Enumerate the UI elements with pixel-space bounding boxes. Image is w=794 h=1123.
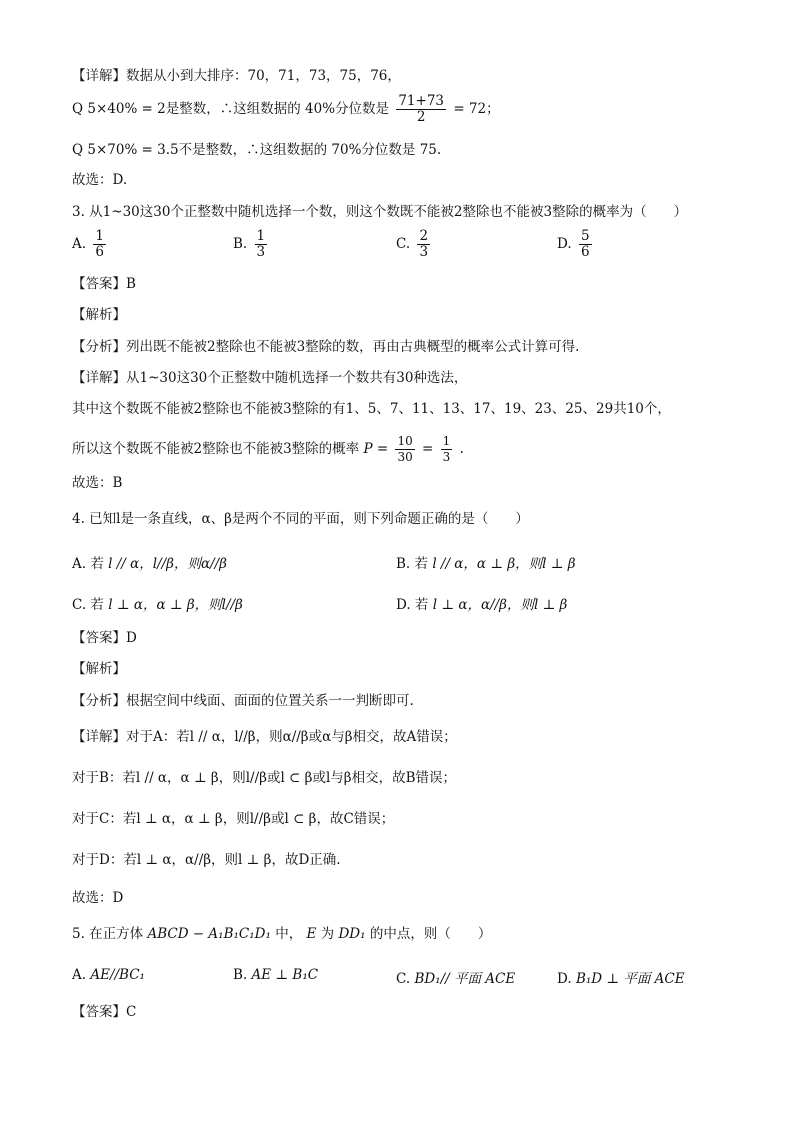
q4-option-d-text: l ⊥ α，α//β，则l ⊥ β — [432, 597, 568, 613]
q3-option-d — [557, 229, 595, 260]
q2-line-40-percent — [72, 94, 500, 125]
q3-stem: 3. 从1~30这30个正整数中随机选择一个数，则这个数既不能被2整除也不能被3整除的概率为（ ） — [72, 204, 688, 220]
q3-probability-num-1: 10 — [397, 434, 413, 448]
q3-option-b — [233, 229, 270, 260]
q3-option-b-label: B. — [233, 236, 248, 252]
q4-analysis: 【分析】根据空间中线面、面面的位置关系一一判断即可. — [72, 693, 414, 709]
q3-probability-den-2: 3 — [442, 450, 451, 464]
q5-option-a-label: A. — [72, 967, 87, 983]
q5-option-a-text: AE//BC₁ — [90, 967, 145, 983]
q5-option-d — [557, 967, 685, 987]
q4-option-b-label: B. 若 — [396, 556, 429, 572]
q3-analysis: 【分析】列出既不能被2整除也不能被3整除的数，再由古典概型的概率公式计算可得. — [72, 339, 580, 355]
q3-choose: 故选：B — [72, 475, 123, 491]
q4-detail-a: 【详解】对于A：若l // α，l//β，则α//β或α与β相交，故A错误； — [72, 729, 457, 745]
q5-option-c-text: BD₁// 平面 ACE — [414, 971, 516, 987]
q3-detail-1: 【详解】从1~30这30个正整数中随机选择一个数共有30种选法， — [72, 370, 468, 386]
q5-stem — [72, 925, 491, 943]
q2-line-40-text: Q 5×40% = 2是整数，∴这组数据的 40%分位数是 — [72, 101, 390, 117]
q3-option-b-den: 3 — [256, 244, 266, 260]
q5-stem-end: 的中点，则（ ） — [369, 926, 492, 942]
q4-detail-d: 对于D：若l ⊥ α，α//β，则l ⊥ β，故D正确. — [72, 852, 341, 868]
q3-detail-3 — [72, 434, 464, 465]
q5-option-b-text: AE ⊥ B₁C — [251, 967, 319, 983]
q5-option-b-label: B. — [233, 967, 248, 983]
q4-option-b — [396, 552, 576, 572]
q3-detail-2: 其中这个数既不能被2整除也不能被3整除的有1、5、7、11、13、17、19、23、25、29共10个， — [72, 401, 671, 417]
q5-stem-mid: 中， — [275, 926, 303, 942]
q4-option-d — [396, 593, 567, 613]
q4-option-d-label: D. 若 — [396, 597, 429, 613]
q5-cube-label: ABCD − A₁B₁C₁D₁ — [147, 926, 271, 942]
q4-option-c-label: C. 若 — [72, 597, 104, 613]
q5-option-c — [396, 967, 515, 987]
q2-choose: 故选：D. — [72, 172, 128, 188]
q3-option-c-num: 2 — [419, 228, 429, 244]
q5-point-e: E — [306, 926, 317, 942]
q3-probability-equals: = — [422, 441, 434, 457]
q3-option-c-label: C. — [396, 236, 411, 252]
q5-option-d-label: D. — [557, 971, 572, 987]
q2-fraction — [396, 94, 446, 125]
q3-detail-3-end: . — [459, 441, 464, 457]
q2-line-40-result: = 72； — [453, 101, 500, 117]
q3-option-a-num: 1 — [95, 228, 104, 244]
q3-option-a-label: A. — [72, 236, 87, 252]
q3-option-d-num: 5 — [580, 228, 590, 244]
q3-option-a — [72, 229, 109, 260]
q2-line-70-percent: Q 5×70% = 3.5不是整数，∴这组数据的 70%分位数是 75. — [72, 142, 442, 158]
q4-stem: 4. 已知l是一条直线，α、β是两个不同的平面，则下列命题正确的是（ ） — [72, 511, 529, 527]
q4-answer: 【答案】D — [72, 630, 137, 646]
q2-detail-line: 【详解】数据从小到大排序：70，71，73，75，76， — [72, 68, 401, 84]
q5-stem-start: 5. 在正方体 — [72, 926, 144, 942]
q4-option-c — [72, 593, 243, 613]
q3-option-a-den: 6 — [95, 244, 104, 260]
q3-option-b-fraction — [255, 229, 268, 260]
q4-option-a — [72, 552, 227, 572]
q3-option-a-fraction — [93, 229, 106, 260]
q3-analysis-head: 【解析】 — [72, 307, 126, 323]
q3-option-c — [396, 229, 433, 260]
q3-probability-fraction-1 — [395, 434, 414, 465]
q4-option-a-label: A. 若 — [72, 556, 104, 572]
q4-option-c-text: l ⊥ α，α ⊥ β，则l//β — [108, 597, 243, 613]
q2-fraction-numerator: 71+73 — [398, 93, 445, 109]
q5-option-c-label: C. — [396, 971, 411, 987]
q4-detail-b: 对于B：若l // α，α ⊥ β，则l//β或l ⊂ β或l与β相交，故B错误； — [72, 770, 457, 786]
q3-answer: 【答案】B — [72, 276, 136, 292]
q5-stem-wei: 为 — [320, 926, 335, 942]
q4-detail-c: 对于C：若l ⊥ α，α ⊥ β，则l//β或l ⊂ β，故C错误； — [72, 811, 395, 827]
q3-probability-fraction-2 — [441, 434, 453, 465]
q4-choose: 故选：D — [72, 890, 124, 906]
q5-option-b — [233, 967, 318, 983]
q3-option-c-fraction — [417, 229, 430, 260]
q3-probability-num-2: 1 — [442, 434, 451, 448]
q3-probability-symbol: P = — [363, 441, 389, 457]
q3-option-d-label: D. — [557, 236, 572, 252]
q5-option-a — [72, 967, 145, 983]
q5-segment-dd1: DD₁ — [338, 926, 366, 942]
q4-analysis-head: 【解析】 — [72, 661, 126, 677]
q3-probability-den-1: 30 — [397, 450, 413, 464]
q3-option-d-fraction — [579, 229, 592, 260]
q3-option-b-num: 1 — [256, 228, 266, 244]
q2-fraction-denominator: 2 — [416, 109, 426, 125]
q4-option-b-text: l // α，α ⊥ β，则l ⊥ β — [432, 556, 576, 572]
q5-answer: 【答案】C — [72, 1004, 137, 1020]
q3-option-d-den: 6 — [580, 244, 590, 260]
q3-detail-3-text: 所以这个数既不能被2整除也不能被3整除的概率 — [72, 441, 360, 457]
q3-option-c-den: 3 — [419, 244, 429, 260]
q5-option-d-text: B₁D ⊥ 平面 ACE — [575, 971, 685, 987]
q4-option-a-text: l // α，l//β，则α//β — [108, 556, 227, 572]
